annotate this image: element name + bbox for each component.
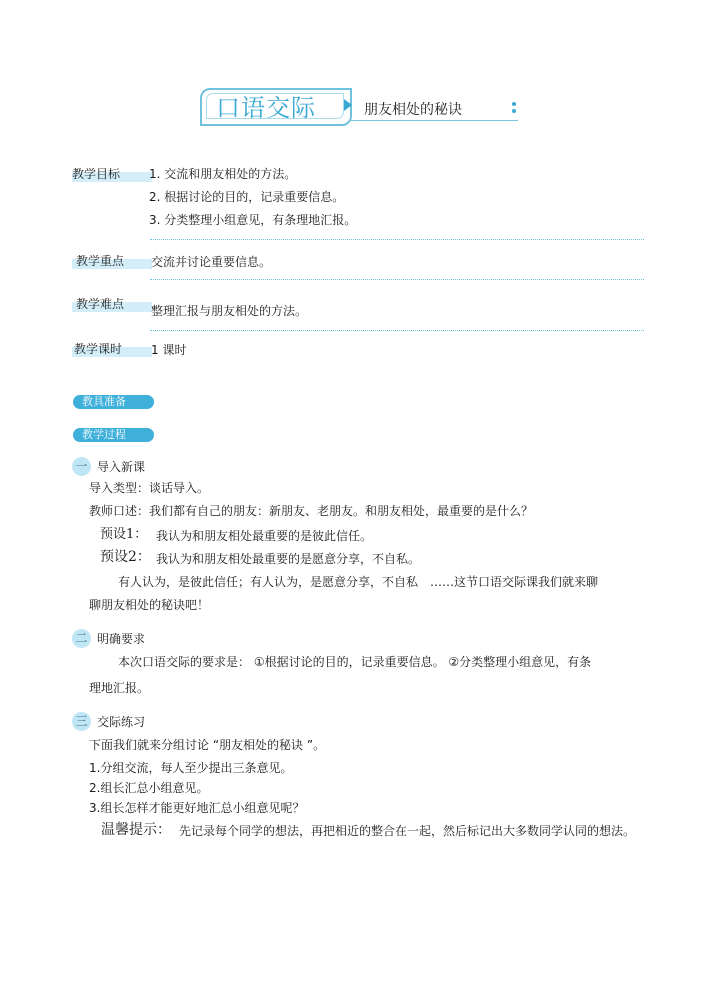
section-title: 导入新课 (97, 460, 146, 474)
banner-underline (350, 120, 518, 121)
dotted-divider (150, 279, 644, 280)
banner-title-frame (200, 88, 352, 126)
body-line: 本次口语交际的要求是： ①根据讨论的目的，记录重要信息。 ②分类整理小组意见，有条 (118, 655, 592, 669)
objective-item: 2. 根据讨论的目的，记录重要信息。 (149, 190, 345, 204)
keypoints-text: 交流并讨论重要信息。 (151, 255, 272, 269)
list-item: 1.分组交流，每人至少提出三条意见。 (89, 761, 293, 775)
section-number-badge: 三 (72, 712, 91, 731)
difficulties-text: 整理汇报与朋友相处的方法。 (151, 304, 308, 318)
process-pill: 教学过程 (73, 428, 154, 442)
preset-text: 我认为和朋友相处最重要的是愿意分享，不自私。 (156, 552, 421, 566)
preset-label: 预设1： (100, 527, 148, 542)
banner-dots-icon (512, 102, 516, 116)
body-line: 教师口述：我们都有自己的朋友：新朋友、老朋友。和朋友相处，最重要的是什么？ (89, 504, 534, 518)
banner-title: 口语交际 (216, 94, 316, 122)
objectives-label: 教学目标 (72, 167, 121, 181)
list-item: 3.组长怎样才能更好地汇总小组意见呢？ (89, 801, 305, 815)
dotted-divider (150, 239, 644, 240)
dotted-divider (150, 330, 644, 331)
section-number-badge: 二 (72, 629, 91, 648)
prep-pill: 教具准备 (73, 395, 154, 409)
section-title: 明确要求 (97, 632, 146, 646)
preset-label: 预设2： (100, 549, 151, 565)
periods-text: 1 课时 (151, 343, 187, 357)
objective-item: 3. 分类整理小组意见，有条理地汇报。 (149, 213, 357, 227)
hint-label: 温馨提示： (101, 822, 171, 838)
lesson-banner (200, 88, 518, 124)
keypoints-label: 教学重点 (76, 254, 125, 268)
banner-arrow-icon (344, 99, 352, 111)
body-line: 导入类型：谈话导入。 (89, 481, 210, 495)
periods-label: 教学课时 (74, 342, 123, 356)
banner-subtitle: 朋友相处的秘诀 (364, 102, 462, 118)
body-line: 理地汇报。 (89, 681, 150, 695)
objective-item: 1. 交流和朋友相处的方法。 (149, 167, 297, 181)
body-line: 下面我们就来分组讨论 “朋友相处的秘诀 ”。 (89, 738, 326, 752)
body-line: 聊朋友相处的秘诀吧！ (89, 598, 210, 612)
body-line: 有人认为，是彼此信任；有人认为，是愿意分享，不自私 ……这节口语交际课我们就来聊 (118, 575, 599, 589)
list-item: 2.组长汇总小组意见。 (89, 781, 209, 795)
difficulties-label: 教学难点 (76, 297, 125, 311)
section-title: 交际练习 (97, 715, 146, 729)
hint-text: 先记录每个同学的想法，再把相近的整合在一起，然后标记出大多数同学认同的想法。 (179, 824, 636, 838)
section-number-badge: 一 (72, 457, 91, 476)
preset-text: 我认为和朋友相处最重要的是彼此信任。 (156, 529, 373, 543)
